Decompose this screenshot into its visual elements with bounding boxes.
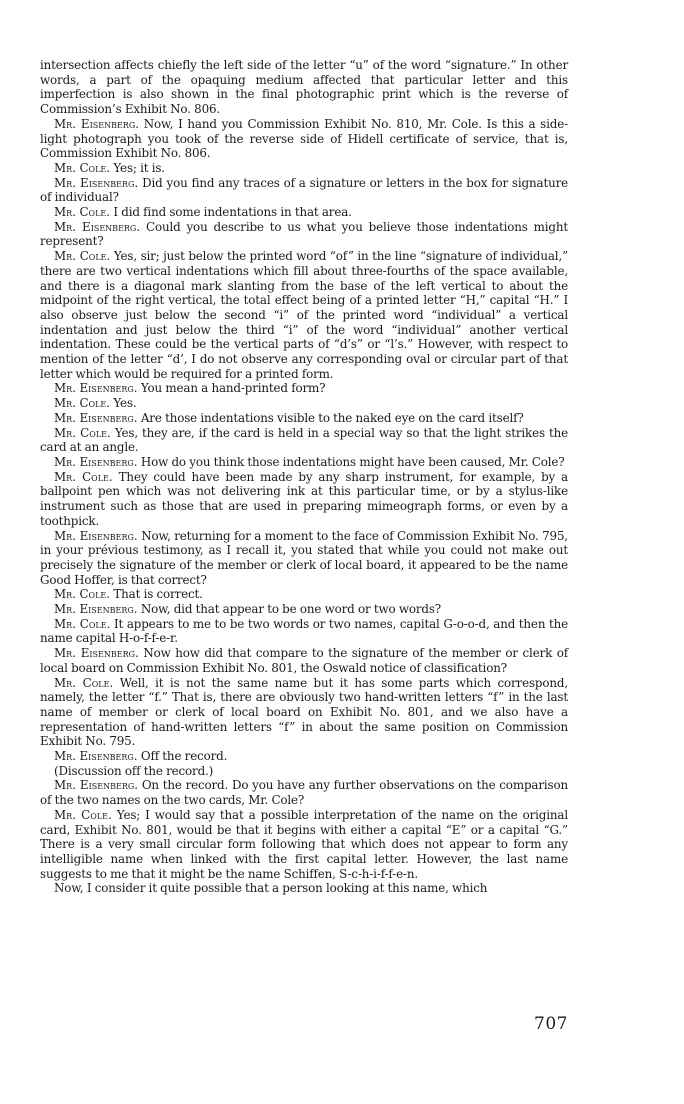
speaker-name: Mr. Eisenberg. bbox=[54, 528, 138, 543]
paragraph-text: That is correct. bbox=[113, 587, 203, 602]
speaker-name: Mr. Eisenberg. bbox=[54, 381, 138, 396]
speaker-name: Mr. Cole. bbox=[54, 616, 111, 631]
paragraph-text: Yes; I would say that a possible interpretation of the name on the original card, Exhibit No. 801, would be that it begins with either a capital “E” or a capital “G.” There is a very small circular form following that which does not appear to form any intelligible name when linked with the first capital letter. However, the last name suggests to me that it might be the name Schiffen, S-c-h-i-f-f-e-n. bbox=[40, 807, 568, 881]
speaker-name: Mr. Cole. bbox=[54, 587, 111, 602]
transcript-paragraph bbox=[40, 58, 568, 117]
transcript-paragraph bbox=[40, 881, 568, 896]
speaker-name: Mr. Eisenberg. bbox=[54, 778, 139, 793]
speaker-name: Mr. Cole. bbox=[54, 205, 111, 220]
transcript-paragraph bbox=[40, 529, 568, 588]
transcript-paragraph bbox=[40, 676, 568, 750]
paragraph-text: They could have been made by any sharp instrument, for example, by a ballpoint pen which was not delivering ink at this particular time, or by a stylus-like instrument such as those that are used in preparing mimeograph forms, or even by a toothpick. bbox=[40, 469, 568, 528]
paragraph-text: Yes; it is. bbox=[113, 160, 165, 175]
page-number: 707 bbox=[534, 1014, 568, 1034]
transcript-paragraph bbox=[40, 249, 568, 381]
paragraph-text: Could you describe to us what you believe those indentations might represent? bbox=[40, 219, 568, 249]
paragraph-text: Well, it is not the same name but it has some parts which correspond, namely, the letter “f.” That is, there are obviously two hand-written letters “f” in the last name of member or clerk of local board on Exhibit No. 801, and we also have a representation of hand-written letters “f” in about the same position on Commission Exhibit No. 795. bbox=[40, 675, 568, 749]
transcript-paragraph bbox=[40, 808, 568, 882]
transcript-paragraph bbox=[40, 381, 568, 396]
transcript-paragraph bbox=[40, 470, 568, 529]
paragraph-text: Did you find any traces of a signature or letters in the box for signature of individual? bbox=[40, 175, 568, 205]
paragraph-text: I did find some indentations in that area. bbox=[113, 205, 352, 220]
paragraph-text: How do you think those indentations might have been caused, Mr. Cole? bbox=[140, 454, 565, 469]
transcript-paragraph bbox=[40, 587, 568, 602]
paragraph-text: Are those indentations visible to the naked eye on the card itself? bbox=[140, 410, 524, 425]
paragraph-text: Yes. bbox=[113, 396, 137, 411]
paragraph-text: Off the record. bbox=[140, 749, 228, 764]
paragraph-text: Now, I hand you Commission Exhibit No. 810, Mr. Cole. Is this a side-light photograph you took of the reverse side of Hidell certificate of service, that is, Commission Exhibit No. 806. bbox=[40, 116, 568, 161]
paragraph-text: Now how did that compare to the signature of the member or clerk of local board on Commission Exhibit No. 801, the Oswald notice of classification? bbox=[40, 646, 569, 675]
document-page bbox=[40, 58, 568, 896]
speaker-name: Mr. Cole. bbox=[54, 807, 112, 822]
paragraph-text: Now, I consider it quite possible that a person looking at this name, which bbox=[54, 881, 488, 896]
paragraph-text: You mean a hand-printed form? bbox=[140, 381, 326, 396]
transcript-paragraph bbox=[40, 778, 568, 807]
paragraph-text: intersection affects chiefly the left side of the letter “u” of the word “signature.” In other words, a part of the opaquing medium affected that particular letter and this imperfection is also shown in the final photographic print which is the reverse of Commission’s Exhibit No. 806. bbox=[40, 58, 568, 117]
transcript-paragraph bbox=[40, 602, 568, 617]
paragraph-text: Yes, sir; just below the printed word “of” in the line “signature of individual,” there are two vertical indentations which fill about three-fourths of the space available, and there is a diagonal mark slanting from the base of the left vertical to about the midpoint of the right vertical, the total effect being of a printed letter “H,” capital “H.” I also observe just below the second “i” of the printed word “individual” a vertical indentation and just below the third “i” of the word “individual” another vertical indentation. These could be the vertical parts of “d’s” or “l’s.” However, with respect to mention of the letter “d’, I do not observe any corresponding oval or circular part of that letter which would be required for a printed form. bbox=[40, 249, 568, 381]
paragraph-text: On the record. Do you have any further observations on the comparison of the two names on the two cards, Mr. Cole? bbox=[40, 778, 568, 808]
speaker-name: Mr. Cole. bbox=[54, 160, 111, 175]
transcript-paragraph bbox=[40, 764, 568, 779]
transcript-paragraph bbox=[40, 205, 568, 220]
speaker-name: Mr. Eisenberg. bbox=[54, 116, 139, 131]
transcript-paragraph bbox=[40, 617, 568, 646]
transcript-paragraph bbox=[40, 176, 568, 205]
paragraph-text: It appears to me to be two words or two names, capital G-o-o-d, and then the name capital H-o-f-f-e-r. bbox=[40, 616, 568, 646]
speaker-name: Mr. Cole. bbox=[54, 249, 111, 264]
transcript-paragraph bbox=[40, 161, 568, 176]
paragraph-text: Now, returning for a moment to the face of Commission Exhibit No. 795, in your prévious testimony, as I recall it, you stated that while you could not make out precisely the signature of the member or clerk of local board, it appeared to be the name Good Hoffer, is that correct? bbox=[40, 528, 569, 587]
paragraph-text: Yes, they are, if the card is held in a special way so that the light strikes the card at an angle. bbox=[40, 425, 568, 455]
paragraph-text: (Discussion off the record.) bbox=[54, 763, 214, 778]
paragraph-text: Now, did that appear to be one word or two words? bbox=[140, 602, 442, 617]
speaker-name: Mr. Cole. bbox=[54, 425, 111, 440]
transcript-paragraph bbox=[40, 117, 568, 161]
speaker-name: Mr. Eisenberg. bbox=[54, 410, 138, 425]
speaker-name: Mr. Eisenberg. bbox=[54, 749, 138, 764]
transcript-paragraph bbox=[40, 646, 568, 675]
transcript-paragraph bbox=[40, 426, 568, 455]
transcript-paragraph bbox=[40, 455, 568, 470]
transcript-paragraph bbox=[40, 749, 568, 764]
speaker-name: Mr. Eisenberg. bbox=[54, 454, 138, 469]
speaker-name: Mr. Eisenberg. bbox=[54, 175, 139, 190]
speaker-name: Mr. Cole. bbox=[54, 396, 111, 411]
speaker-name: Mr. Eisenberg. bbox=[54, 602, 138, 617]
transcript-paragraph bbox=[40, 220, 568, 249]
speaker-name: Mr. Eisenberg. bbox=[54, 646, 139, 661]
transcript-paragraph bbox=[40, 411, 568, 426]
speaker-name: Mr. Eisenberg. bbox=[54, 219, 141, 234]
transcript-paragraph bbox=[40, 396, 568, 411]
speaker-name: Mr. Cole. bbox=[54, 675, 114, 690]
speaker-name: Mr. Cole. bbox=[54, 469, 113, 484]
